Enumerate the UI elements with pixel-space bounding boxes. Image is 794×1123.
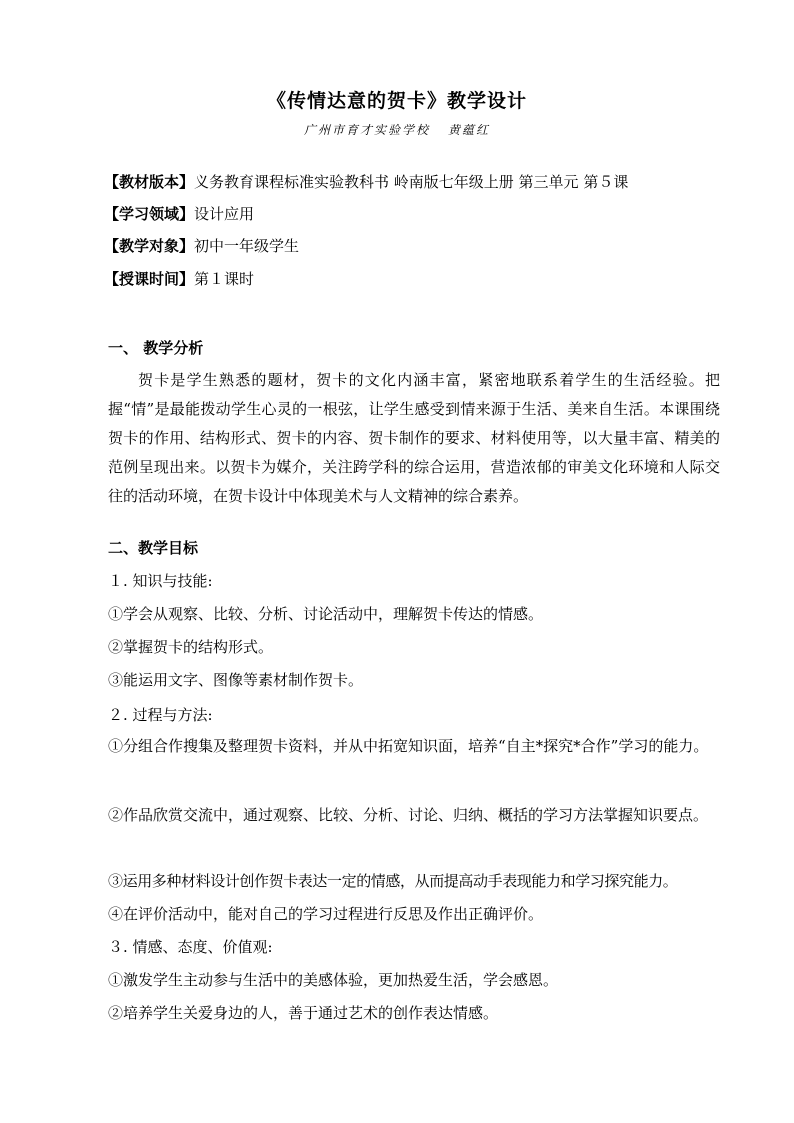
objective-item: ①学会从观察、比较、分析、讨论活动中，理解贺卡传达的情感。 bbox=[108, 605, 544, 623]
author-line bbox=[0, 121, 794, 138]
meta-value: 初中一年级学生 bbox=[194, 237, 300, 255]
school-name: 广州市育才实验学校 bbox=[303, 123, 430, 137]
meta-tag: 【教学对象】 bbox=[104, 237, 195, 255]
objective-item: ③能运用文字、图像等素材制作贺卡。 bbox=[108, 671, 364, 689]
objective-item: ④在评价活动中，能对自己的学习过程进行反思及作出正确评价。 bbox=[108, 905, 544, 923]
meta-tag: 【教材版本】 bbox=[104, 173, 195, 191]
objective-item: ①分组合作搜集及整理贺卡资料，并从中拓宽知识面，培养“自主*探究*合作”学习的能力。 bbox=[108, 737, 709, 755]
objective-item: ①激发学生主动参与生活中的美感体验，更加热爱生活，学会感恩。 bbox=[108, 971, 559, 989]
meta-teaching-target bbox=[104, 235, 299, 257]
subheading-knowledge-skills: １. 知识与技能: bbox=[108, 572, 213, 590]
meta-textbook-version bbox=[104, 171, 628, 193]
objective-item: ③运用多种材料设计创作贺卡表达一定的情感，从而提高动手表现能力和学习探究能力。 bbox=[108, 872, 678, 890]
analysis-paragraph: 贺卡是学生熟悉的题材，贺卡的文化内涵丰富，紧密地联系着学生的生活经验。把握“情”是最能拨动学生心灵的一根弦，让学生感受到情来源于生活、美来自生活。本课围绕贺卡的作用、结构形式、贺卡的内容、贺卡制作的要求、材料使用等，以大量丰富、精美的范例呈现出来。以贺卡为媒介，关注跨学科的综合运用，营造浓郁的审美文化环境和人际交往的活动环境，在贺卡设计中体现美术与人文精神的综合素养。 bbox=[108, 371, 720, 505]
meta-tag: 【授课时间】 bbox=[104, 270, 195, 288]
document-title: 《传情达意的贺卡》教学设计 bbox=[266, 90, 527, 112]
meta-learning-domain bbox=[104, 203, 254, 225]
section-heading-analysis: 一、 教学分析 bbox=[108, 339, 204, 357]
objective-item: ②掌握贺卡的结构形式。 bbox=[108, 638, 274, 656]
subheading-emotion-attitude-values: ３. 情感、态度、价值观: bbox=[108, 938, 273, 956]
meta-value: 设计应用 bbox=[194, 205, 255, 223]
section-heading-objectives: 二、教学目标 bbox=[108, 539, 199, 557]
meta-value: 第１课时 bbox=[194, 270, 255, 288]
subheading-process-methods: ２. 过程与方法: bbox=[108, 706, 213, 724]
author-name: 黄蕴红 bbox=[448, 123, 491, 137]
meta-class-time bbox=[104, 268, 254, 290]
objective-item: ②培养学生关爱身边的人，善于通过艺术的创作表达情感。 bbox=[108, 1004, 499, 1022]
meta-tag: 【学习领域】 bbox=[104, 205, 195, 223]
objective-item: ②作品欣赏交流中，通过观察、比较、分析、讨论、归纳、概括的学习方法掌握知识要点。 bbox=[108, 806, 709, 824]
meta-value: 义务教育课程标准实验教科书 岭南版七年级上册 第三单元 第５课 bbox=[194, 173, 629, 191]
